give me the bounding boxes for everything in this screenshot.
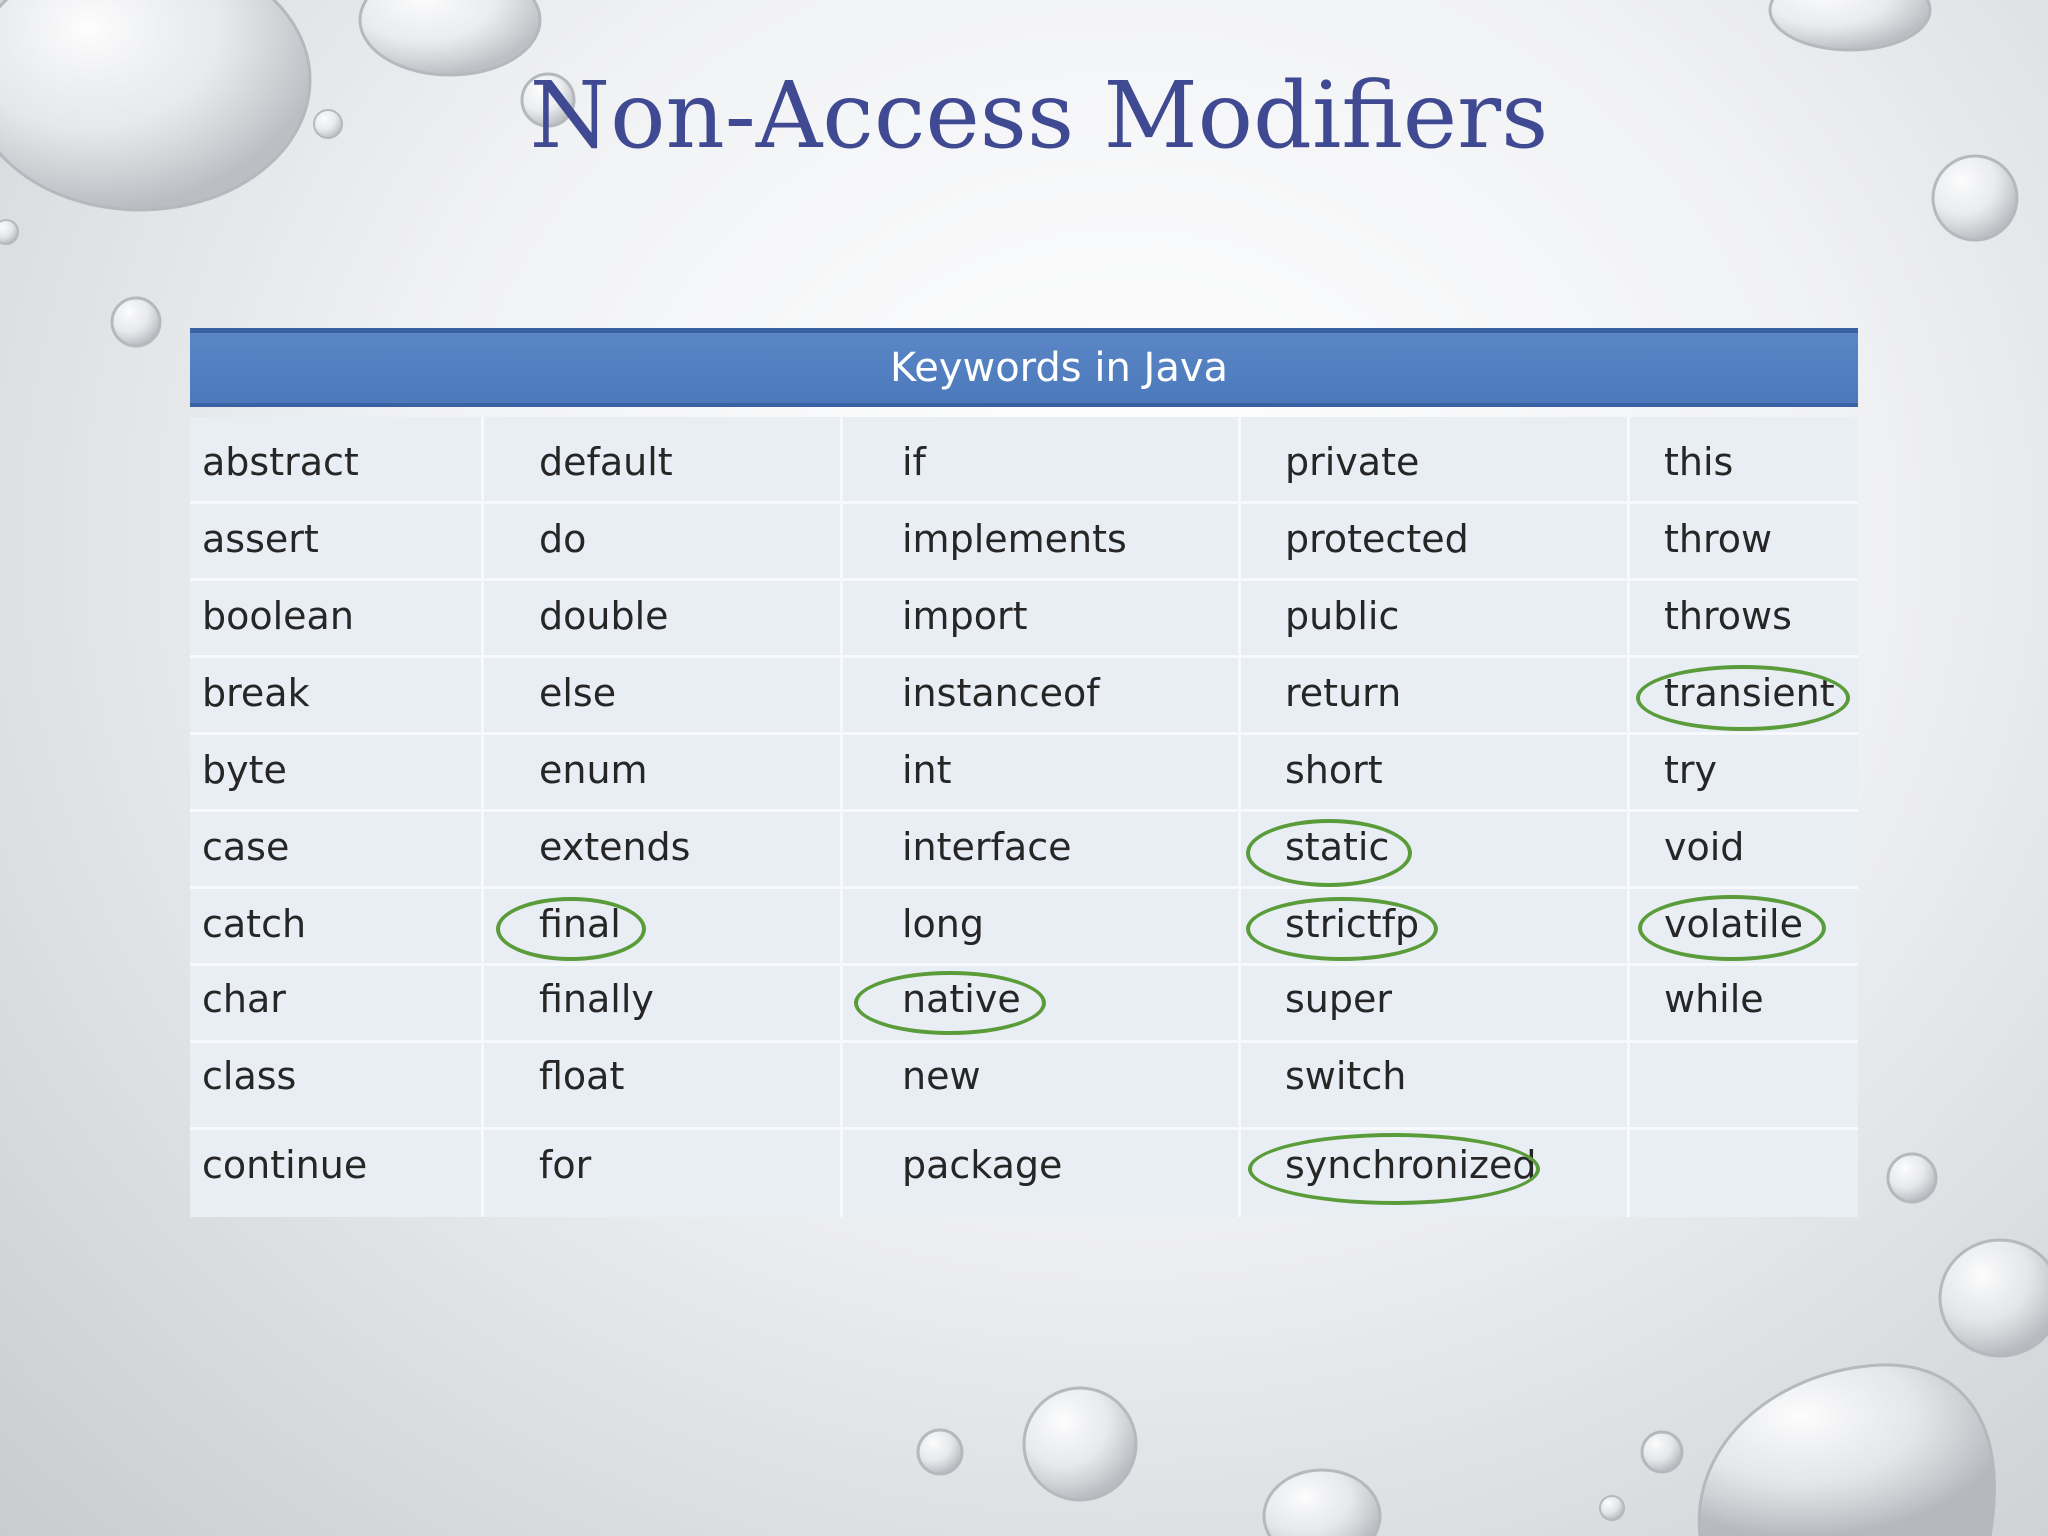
keywords-grid <box>190 417 1858 1217</box>
keyword-cell: implements <box>902 517 1127 561</box>
keywords-table <box>190 328 1858 1217</box>
keyword-cell: class <box>202 1054 297 1098</box>
column-divider <box>481 417 484 1217</box>
keyword-cell: long <box>902 902 985 946</box>
keyword-cell: protected <box>1285 517 1469 561</box>
keyword-cell: void <box>1664 825 1745 869</box>
keyword-cell: byte <box>202 748 287 792</box>
keyword-cell: assert <box>202 517 319 561</box>
keyword-cell: default <box>539 440 673 484</box>
keyword-cell: continue <box>202 1143 368 1187</box>
column-divider <box>1238 417 1241 1217</box>
row-divider <box>190 655 1858 658</box>
highlight-circle-volatile <box>1638 895 1826 961</box>
row-divider <box>190 886 1858 889</box>
keyword-cell: this <box>1664 440 1734 484</box>
highlight-circle-strictfp <box>1246 897 1438 961</box>
keyword-cell: extends <box>539 825 691 869</box>
keyword-cell: for <box>539 1143 592 1187</box>
keyword-cell: char <box>202 977 286 1021</box>
keyword-cell: static <box>1285 825 1390 869</box>
keyword-cell: finally <box>539 977 654 1021</box>
keyword-cell: enum <box>539 748 648 792</box>
keyword-cell: if <box>902 440 926 484</box>
keyword-cell: throw <box>1664 517 1773 561</box>
keyword-cell: strictfp <box>1285 902 1420 946</box>
keyword-cell: native <box>902 977 1021 1021</box>
highlight-circle-native <box>854 971 1046 1035</box>
keyword-cell: catch <box>202 902 307 946</box>
keyword-cell: private <box>1285 440 1420 484</box>
keyword-cell: float <box>539 1054 625 1098</box>
keyword-cell: super <box>1285 977 1393 1021</box>
highlight-circle-final <box>496 897 646 961</box>
slide-title: Non-Access Modifiers <box>529 62 1549 169</box>
keyword-cell: transient <box>1664 671 1835 715</box>
column-divider <box>840 417 843 1217</box>
keyword-cell: new <box>902 1054 981 1098</box>
keyword-cell: switch <box>1285 1054 1407 1098</box>
highlight-circle-transient <box>1636 665 1850 731</box>
keyword-cell: try <box>1664 748 1718 792</box>
highlight-circle-static <box>1246 819 1412 887</box>
keyword-cell: boolean <box>202 594 354 638</box>
keyword-cell: break <box>202 671 310 715</box>
keyword-cell: synchronized <box>1285 1143 1537 1187</box>
row-divider <box>190 501 1858 504</box>
row-divider <box>190 809 1858 812</box>
keyword-cell: package <box>902 1143 1063 1187</box>
keyword-cell: volatile <box>1664 902 1803 946</box>
keyword-cell: abstract <box>202 440 359 484</box>
row-divider <box>190 963 1858 966</box>
row-divider <box>190 578 1858 581</box>
keyword-cell: case <box>202 825 290 869</box>
table-header: Keywords in Java <box>190 328 1858 407</box>
keyword-cell: while <box>1664 977 1764 1021</box>
highlight-circle-synchronized <box>1248 1133 1540 1205</box>
keyword-cell: double <box>539 594 669 638</box>
row-divider <box>190 1040 1858 1043</box>
keyword-cell: public <box>1285 594 1400 638</box>
row-divider <box>190 732 1858 735</box>
keyword-cell: final <box>539 902 621 946</box>
keyword-cell: import <box>902 594 1028 638</box>
keyword-cell: instanceof <box>902 671 1100 715</box>
keyword-cell: throws <box>1664 594 1792 638</box>
column-divider <box>1627 417 1630 1217</box>
row-divider <box>190 1127 1858 1130</box>
keyword-cell: interface <box>902 825 1072 869</box>
keyword-cell: int <box>902 748 952 792</box>
keyword-cell: return <box>1285 671 1402 715</box>
keyword-cell: else <box>539 671 617 715</box>
keyword-cell: short <box>1285 748 1383 792</box>
keyword-cell: do <box>539 517 587 561</box>
